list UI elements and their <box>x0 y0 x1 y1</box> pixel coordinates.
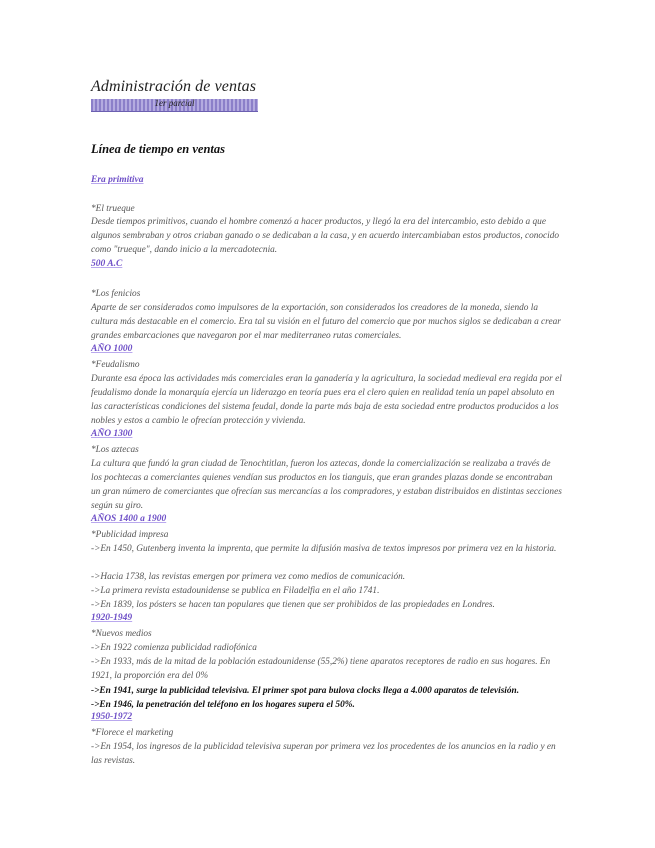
era-heading: 500 A.C <box>91 259 123 269</box>
timeline-text: ->En 1922 comienza publicidad radiofónica <box>91 643 257 653</box>
timeline-text: ->En 1946, la penetración del teléfono en los hogares supera el 50%. <box>91 700 355 710</box>
timeline-text: Durante esa época las actividades más comerciales eran la ganadería y la agricultura, la sociedad medieval era regida por el feudalismo donde la monarquía ejercía un liderazgo en teoría pues era el clero quien en realidad tenía un papel absoluto en las características condiciones del sistema feudal, donde la parte más baja de esta sociedad entre productos producidos a los nobles y estos a cambio le ofrecían protección y vivienda. <box>91 374 562 426</box>
timeline-text: *Los aztecas <box>91 445 139 455</box>
subtitle-label: 1er parcial <box>154 98 195 108</box>
timeline-text: *Florece el marketing <box>91 728 174 738</box>
timeline-text: ->En 1839, los pósters se hacen tan populares que tienen que ser prohibidos de las propiedades en Londres. <box>91 600 495 610</box>
era-heading: 1920-1949 <box>91 613 133 623</box>
timeline-text: ->En 1450, Gutenberg inventa la imprenta, que permite la difusión masiva de textos impresos por primera vez en la historia. <box>91 544 557 554</box>
era-heading: Era primitiva <box>91 175 144 185</box>
timeline-text: La cultura que fundó la gran ciudad de Tenochtitlan, fueron los aztecas, donde la comercialización se realizaba a través de los pochtecas a comerciantes quienes vendían sus productos en los tianguis, que eran grandes plazas donde se encontraban un gran número de comerciantes que ofrecían sus mercancías a los compradores, y estaban distribuidos en distintas secciones según su giro. <box>91 459 562 511</box>
timeline-text: *El trueque <box>91 204 135 214</box>
timeline-text: ->Hacia 1738, las revistas emergen por primera vez como medios de comunicación. <box>91 572 406 582</box>
era-heading: AÑOS 1400 a 1900 <box>91 514 167 524</box>
timeline-text: ->En 1941, surge la publicidad televisiva. El primer spot para bulova clocks llega a 4.000 aparatos de televisión. <box>91 686 520 696</box>
section-title: Línea de tiempo en ventas <box>91 142 226 156</box>
era-heading: 1950-1972 <box>91 712 133 722</box>
timeline-text: *Los fenicios <box>91 289 141 299</box>
timeline-text: *Nuevos medios <box>91 629 152 639</box>
timeline-text: Desde tiempos primitivos, cuando el hombre comenzó a hacer productos, y llegó la era del intercambio, esto debido a que algunos sembraban y otros criaban ganado o se dedicaban a la casa, y en acuerdo intercambiaban estos productos, conocido como "trueque", dando inicio a la mercadotecnia. <box>91 217 560 255</box>
timeline-text: *Feudalismo <box>91 360 140 370</box>
subtitle-banner <box>91 99 258 112</box>
timeline-text: ->En 1954, los ingresos de la publicidad televisiva superan por primera vez los procedentes de los anuncios en la radio y en las revistas. <box>91 742 556 766</box>
timeline-text: ->En 1933, más de la mitad de la población estadounidense (55,2%) tiene aparatos receptores de radio en sus hogares. En 1921, la proporción era del 0% <box>91 657 551 681</box>
timeline-text: *Publicidad impresa <box>91 530 169 540</box>
era-heading: AÑO 1000 <box>91 344 133 354</box>
timeline-text: Aparte de ser considerados como impulsores de la exportación, son considerados los creadores de la moneda, siendo la cultura más destacable en el comercio. Era tal su visión en el futuro del comercio que por muchos siglos se dedicaban a crear grandes embarcaciones que navegaron por el mar mediterraneo rutas comerciales. <box>91 303 561 341</box>
era-heading: AÑO 1300 <box>91 429 133 439</box>
document-title: Administración de ventas <box>91 78 257 95</box>
timeline-text: ->La primera revista estadounidense se publica en Filadelfia en el año 1741. <box>91 586 380 596</box>
